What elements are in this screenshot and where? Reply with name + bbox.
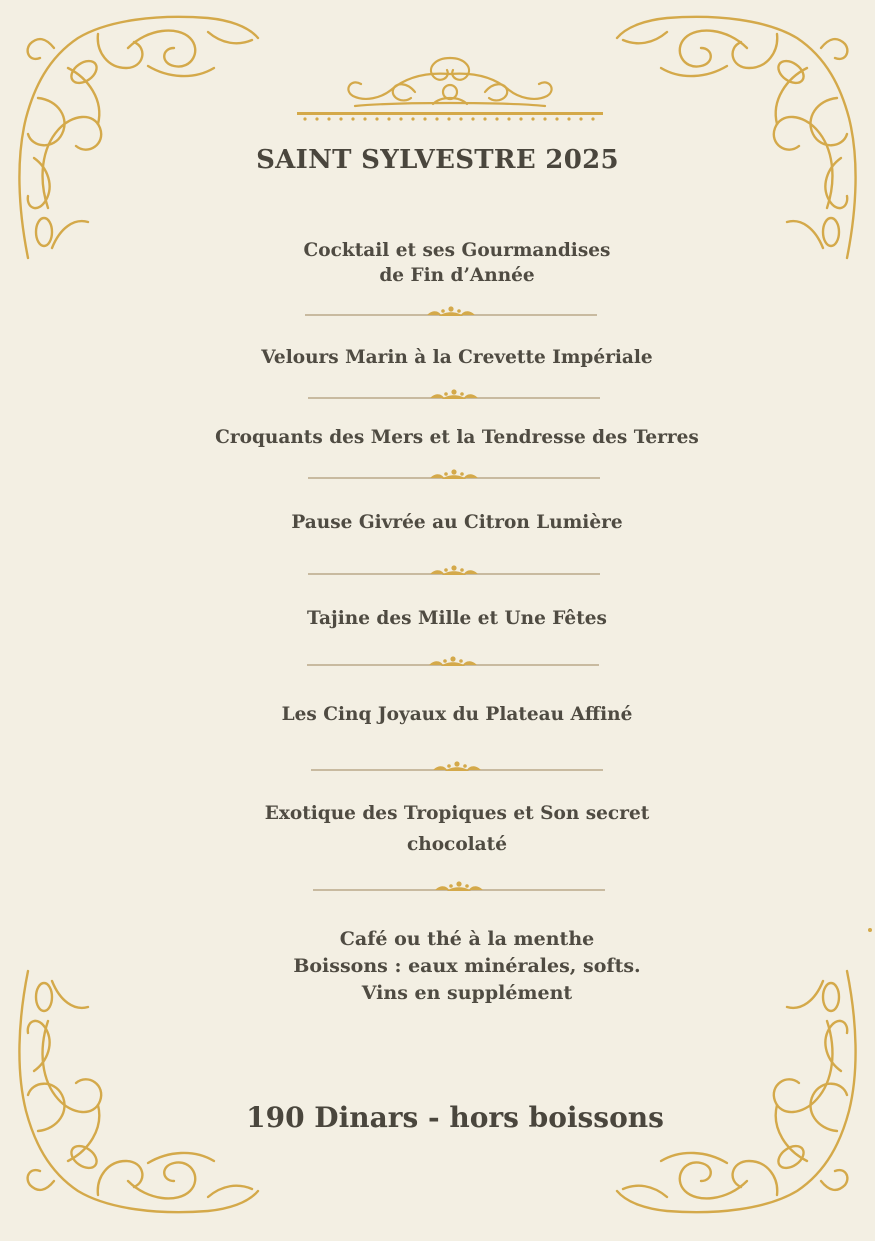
menu-title: SAINT SYLVESTRE 2025 [256, 145, 619, 175]
header-ornament-icon [295, 52, 605, 124]
course-2: Velours Marin à la Crevette Impériale [261, 347, 653, 368]
course-7-line-2: chocolaté [407, 834, 507, 855]
divider-icon [308, 564, 600, 580]
divider-icon [308, 468, 600, 484]
course-7 [187, 798, 727, 860]
course-7-line-1: Exotique des Tropiques et Son secret [264, 803, 650, 824]
course-6: Les Cinq Joyaux du Plateau Affiné [281, 704, 633, 725]
price: 190 Dinars - hors boissons [246, 1101, 664, 1134]
corner-flourish-icon [8, 8, 268, 268]
course-1-line-2: de Fin d’Année [379, 265, 535, 286]
drinks-info [197, 926, 737, 1007]
drinks-line-1: Café ou thé à la menthe [339, 928, 595, 950]
course-1-line-1: Cocktail et ses Gourmandises [303, 240, 611, 261]
decorative-dot [868, 928, 872, 932]
divider-icon [308, 388, 600, 404]
course-1 [187, 238, 727, 288]
divider-icon [313, 880, 605, 896]
course-3: Croquants des Mers et la Tendresse des Terres [215, 427, 699, 448]
divider-icon [311, 760, 603, 776]
drinks-line-3: Vins en supplément [361, 982, 573, 1004]
drinks-line-2: Boissons : eaux minérales, softs. [293, 955, 641, 977]
course-5: Tajine des Mille et Une Fêtes [307, 608, 607, 629]
divider-icon [307, 655, 599, 671]
course-4: Pause Givrée au Citron Lumière [291, 512, 623, 533]
divider-icon [305, 305, 597, 321]
corner-flourish-icon [607, 8, 867, 268]
